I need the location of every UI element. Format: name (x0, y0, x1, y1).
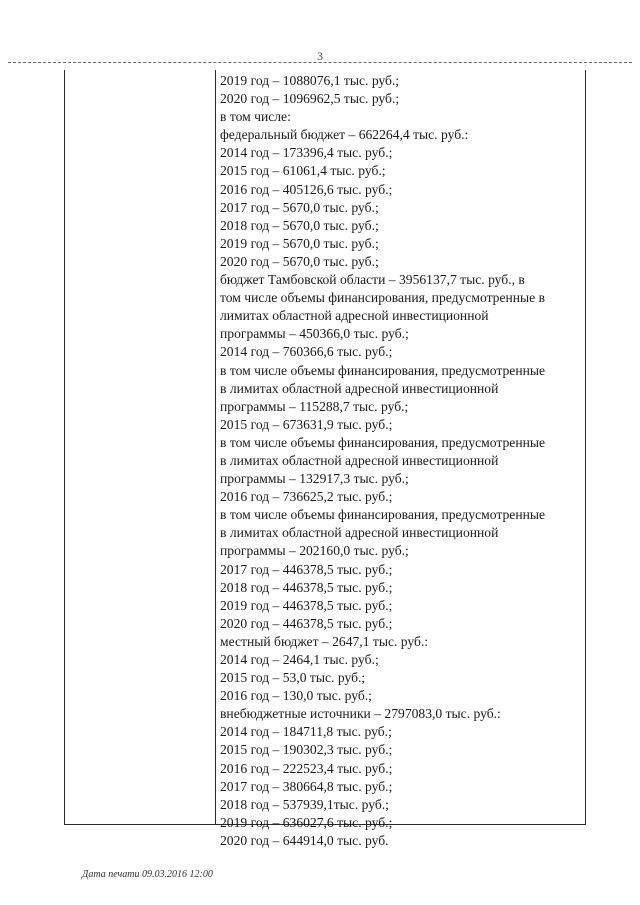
text-line: в том числе объемы финансирования, предусмотренные (220, 507, 546, 523)
text-line: в том числе объемы финансирования, предусмотренные (220, 362, 546, 378)
text-line: 2020 год – 1096962,5 тыс. руб.; (220, 91, 400, 107)
text-line: внебюджетные источники – 2797083,0 тыс. руб.: (220, 706, 501, 722)
text-line: 2015 год – 53,0 тыс. руб.; (220, 670, 366, 686)
text-line: 2016 год – 130,0 тыс. руб.; (220, 688, 372, 704)
text-line: 2019 год – 1088076,1 тыс. руб.; (220, 73, 400, 88)
text-line: 2019 год – 446378,5 тыс. руб.; (220, 597, 393, 613)
text-line: 2014 год – 184711,8 тыс. руб.; (220, 724, 392, 740)
text-line: 2020 год – 644914,0 тыс. руб. (220, 832, 389, 848)
text-line: программы – 202160,0 тыс. руб.; (220, 543, 409, 559)
text-line: 2014 год – 2464,1 тыс. руб.; (220, 652, 379, 667)
text-line: 2020 год – 446378,5 тыс. руб.; (220, 615, 393, 631)
text-line: программы – 450366,0 тыс. руб.; (220, 326, 409, 342)
text-line: 2016 год – 222523,4 тыс. руб.; (220, 760, 393, 776)
text-line: 2020 год – 5670,0 тыс. руб.; (220, 253, 379, 269)
text-line: в лимитах областной адресной инвестиционной (220, 452, 499, 468)
text-line: программы – 115288,7 тыс. руб.; (220, 398, 409, 414)
text-line: том числе объемы финансирования, предусмотренные в (220, 290, 546, 306)
text-line: 2015 год – 190302,3 тыс. руб.; (220, 742, 393, 758)
page-number: 3 (317, 49, 323, 63)
text-line: 2019 год – 636027,6 тыс. руб.; (220, 814, 393, 830)
text-line: 2018 год – 446378,5 тыс. руб.; (220, 579, 393, 595)
text-line: федеральный бюджет – 662264,4 тыс. руб.: (220, 127, 469, 143)
text-line: 2017 год – 446378,5 тыс. руб.; (220, 561, 393, 577)
text-line: 2017 год – 5670,0 тыс. руб.; (220, 199, 379, 215)
text-line: 2014 год – 173396,4 тыс. руб.; (220, 145, 393, 161)
text-line: лимитах областной адресной инвестиционной (220, 308, 489, 324)
text-line: 2018 год – 5670,0 тыс. руб.; (220, 217, 379, 233)
text-line: местный бюджет – 2647,1 тыс. руб.: (220, 633, 429, 649)
text-line: в том числе: (220, 109, 291, 125)
text-line: в том числе объемы финансирования, предусмотренные (220, 434, 546, 450)
text-line: 2015 год – 61061,4 тыс. руб.; (220, 163, 386, 179)
text-line: 2016 год – 405126,6 тыс. руб.; (220, 181, 393, 197)
table-right-column (216, 70, 585, 848)
text-line: 2015 год – 673631,9 тыс. руб.; (220, 416, 393, 432)
text-line: 2017 год – 380664,8 тыс. руб.; (220, 778, 393, 794)
text-line: 2019 год – 5670,0 тыс. руб.; (220, 235, 379, 251)
text-line: 2014 год – 760366,6 тыс. руб.; (220, 344, 393, 360)
text-line: в лимитах областной адресной инвестиционной (220, 380, 499, 396)
text-line: программы – 132917,3 тыс. руб.; (220, 471, 409, 487)
financing-table (64, 70, 586, 848)
text-line: бюджет Тамбовской области – 3956137,7 тыс. руб., в (220, 272, 525, 288)
text-line: 2016 год – 736625,2 тыс. руб.; (220, 489, 393, 505)
text-line: 2018 год – 537939,1тыс. руб.; (220, 796, 389, 812)
table-left-column (65, 70, 216, 824)
text-line: в лимитах областной адресной инвестиционной (220, 525, 499, 541)
print-date-footer: Дата печати 09.03.2016 12:00 (82, 869, 213, 880)
